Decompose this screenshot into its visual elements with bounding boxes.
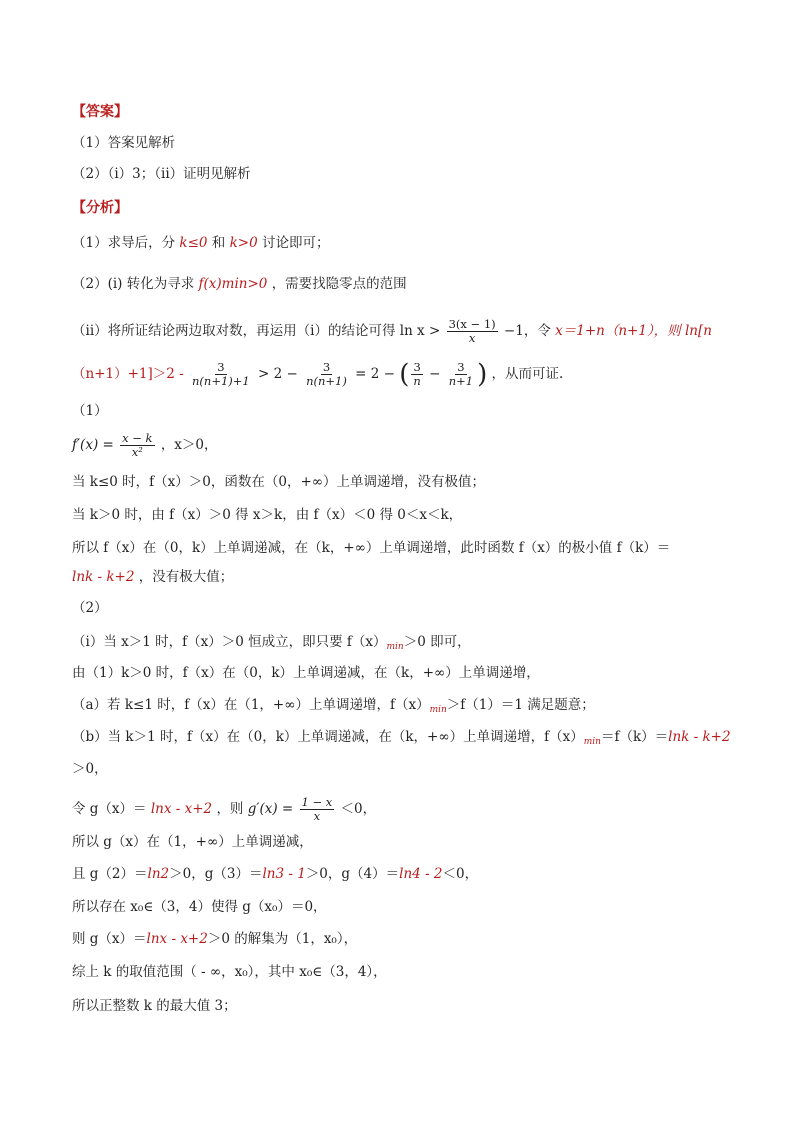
left-paren: ( xyxy=(399,359,410,390)
text: ＝f（k）＝ xyxy=(600,729,669,745)
denominator: x xyxy=(468,331,476,345)
subscript: min xyxy=(386,642,404,652)
text: ，没有极大值； xyxy=(138,569,234,585)
fraction xyxy=(447,361,475,388)
math-expression: lnk - k+2 xyxy=(668,729,731,745)
answer-header: 【答案】 xyxy=(72,104,128,120)
math-value: ln3 - 1 xyxy=(262,866,306,882)
math-expression: lnk - k+2 xyxy=(72,569,135,585)
denominator: n+1 xyxy=(448,374,474,388)
part2-line-3 xyxy=(72,695,595,720)
text: （a）若 k≤1 时，f（x）在（1，+∞）上单调递增，f（x） xyxy=(72,697,430,713)
text: > 2 − xyxy=(258,366,298,382)
text: 且 g（2）＝ xyxy=(72,866,148,882)
text: ＜0， xyxy=(340,801,377,817)
part2-line-1 xyxy=(72,632,471,657)
analysis-line-1 xyxy=(72,233,329,253)
text: = 2 − xyxy=(355,366,395,382)
subscript: min xyxy=(583,737,601,747)
math-value: ln2 xyxy=(147,866,170,882)
part2-line-9: 所以存在 x₀∈（3，4）使得 g（x₀）＝0， xyxy=(72,899,327,915)
math-derivative: f′(x) = xyxy=(72,437,114,453)
denominator: n(n+1)+1 xyxy=(192,374,250,388)
part2-line-11: 综上 k 的取值范围（ - ∞，x₀），其中 x₀∈（3，4）， xyxy=(72,964,387,980)
text: ＞0 即可， xyxy=(403,634,471,650)
text: ＞0，g（3）＝ xyxy=(169,866,263,882)
math-ln-x: ln x > xyxy=(399,323,441,339)
denominator: n xyxy=(413,374,421,388)
fraction xyxy=(304,361,349,388)
part2-line-8 xyxy=(72,864,478,884)
math-k-le-0: k≤0 xyxy=(179,235,208,251)
fraction xyxy=(411,361,422,388)
analysis-header: 【分析】 xyxy=(72,200,128,216)
analysis-line-4 xyxy=(72,361,563,388)
denominator: x² xyxy=(131,445,143,459)
text: （2）(i) 转化为寻求 xyxy=(72,276,195,292)
analysis-line-3 xyxy=(72,318,712,345)
text: 令 g（x）＝ xyxy=(72,801,147,817)
text: ，x＞0， xyxy=(160,437,218,453)
fraction xyxy=(300,796,335,823)
text: ＞f（1）＝1 满足题意； xyxy=(446,697,595,713)
text: （ii）将所证结论两边取对数，再运用（i）的结论可得 xyxy=(72,323,396,339)
answer-line-1: （1）答案见解析 xyxy=(72,135,176,151)
part2-line-7: 所以 g（x）在（1，+∞）上单调递减， xyxy=(72,834,313,850)
derivative-line xyxy=(72,432,218,459)
math-fmin: f(x)min>0 xyxy=(198,276,268,292)
math-k-gt-0: k>0 xyxy=(229,235,258,251)
answer-line-2: （2）（i）3；（ii）证明见解析 xyxy=(72,166,251,182)
solution-part-1-label: （1） xyxy=(72,403,108,419)
case-2c-line xyxy=(72,567,233,587)
solution-part-2-label: （2） xyxy=(72,600,108,616)
text: − xyxy=(429,366,441,382)
part2-line-12: 所以正整数 k 的最大值 3； xyxy=(72,998,237,1014)
text: ，则 xyxy=(216,801,244,817)
part2-line-6 xyxy=(72,796,376,823)
text: ＞0，g（4）＝ xyxy=(305,866,400,882)
numerator: 3 xyxy=(413,360,421,374)
text: ＜0， xyxy=(442,866,479,882)
case-2b-line: 所以 f（x）在（0，k）上单调递减，在（k，+∞）上单调递增，此时函数 f（x）的极小值 f（k）＝ xyxy=(72,540,671,556)
fraction xyxy=(120,432,154,459)
case-2-line: 当 k＞0 时，由 f（x）＞0 得 x＞k，由 f（x）＜0 得 0＜x＜k， xyxy=(72,507,463,523)
text: ＞0 的解集为（1，x₀）， xyxy=(207,931,358,947)
numerator: 3 xyxy=(457,360,465,374)
case-1-line: 当 k≤0 时，f（x）＞0，函数在（0，+∞）上单调递增，没有极值； xyxy=(72,474,486,490)
math-substitution: x＝1+n（n+1），则 xyxy=(555,323,681,339)
numerator: x − k xyxy=(122,431,153,445)
text: 则 g（x）＝ xyxy=(72,931,147,947)
text: ，从而可证. xyxy=(491,366,564,382)
math-value: ln4 - 2 xyxy=(399,866,443,882)
denominator: x xyxy=(313,809,321,823)
denominator: n(n+1) xyxy=(306,374,347,388)
text: −1，令 xyxy=(503,323,551,339)
fraction xyxy=(447,318,498,345)
numerator: 3 xyxy=(322,360,331,374)
part2-line-2: 由（1）k＞0 时，f（x）在（0，k）上单调递减，在（k，+∞）上单调递增， xyxy=(72,665,540,681)
part2-line-5: ＞0， xyxy=(72,761,108,777)
math-ln-n: ln[n xyxy=(684,323,712,339)
math-expression: lnx - x+2 xyxy=(150,801,213,817)
numerator: 3(x − 1) xyxy=(448,317,496,331)
subscript: min xyxy=(429,705,447,715)
text: 和 xyxy=(211,235,226,251)
text: （1）求导后，分 xyxy=(72,235,176,251)
math-start: （n+1）+1]＞2 - xyxy=(72,366,184,382)
right-paren: ) xyxy=(477,359,488,390)
text: 讨论即可； xyxy=(261,235,330,251)
text: （b）当 k＞1 时，f（x）在（0，k）上单调递减，在（k，+∞）上单调递增，f（x） xyxy=(72,729,584,745)
numerator: 1 − x xyxy=(301,795,333,809)
text: （i）当 x＞1 时，f（x）＞0 恒成立，即只要 f（x） xyxy=(72,634,387,650)
fraction xyxy=(190,361,252,388)
math-expression: lnx - x+2 xyxy=(146,931,208,947)
part2-line-10 xyxy=(72,929,357,949)
part2-line-4 xyxy=(72,727,731,752)
text: ，需要找隐零点的范围 xyxy=(271,276,407,292)
numerator: 3 xyxy=(217,360,225,374)
math-g-derivative: g′(x) = xyxy=(247,801,294,817)
analysis-line-2 xyxy=(72,274,407,294)
